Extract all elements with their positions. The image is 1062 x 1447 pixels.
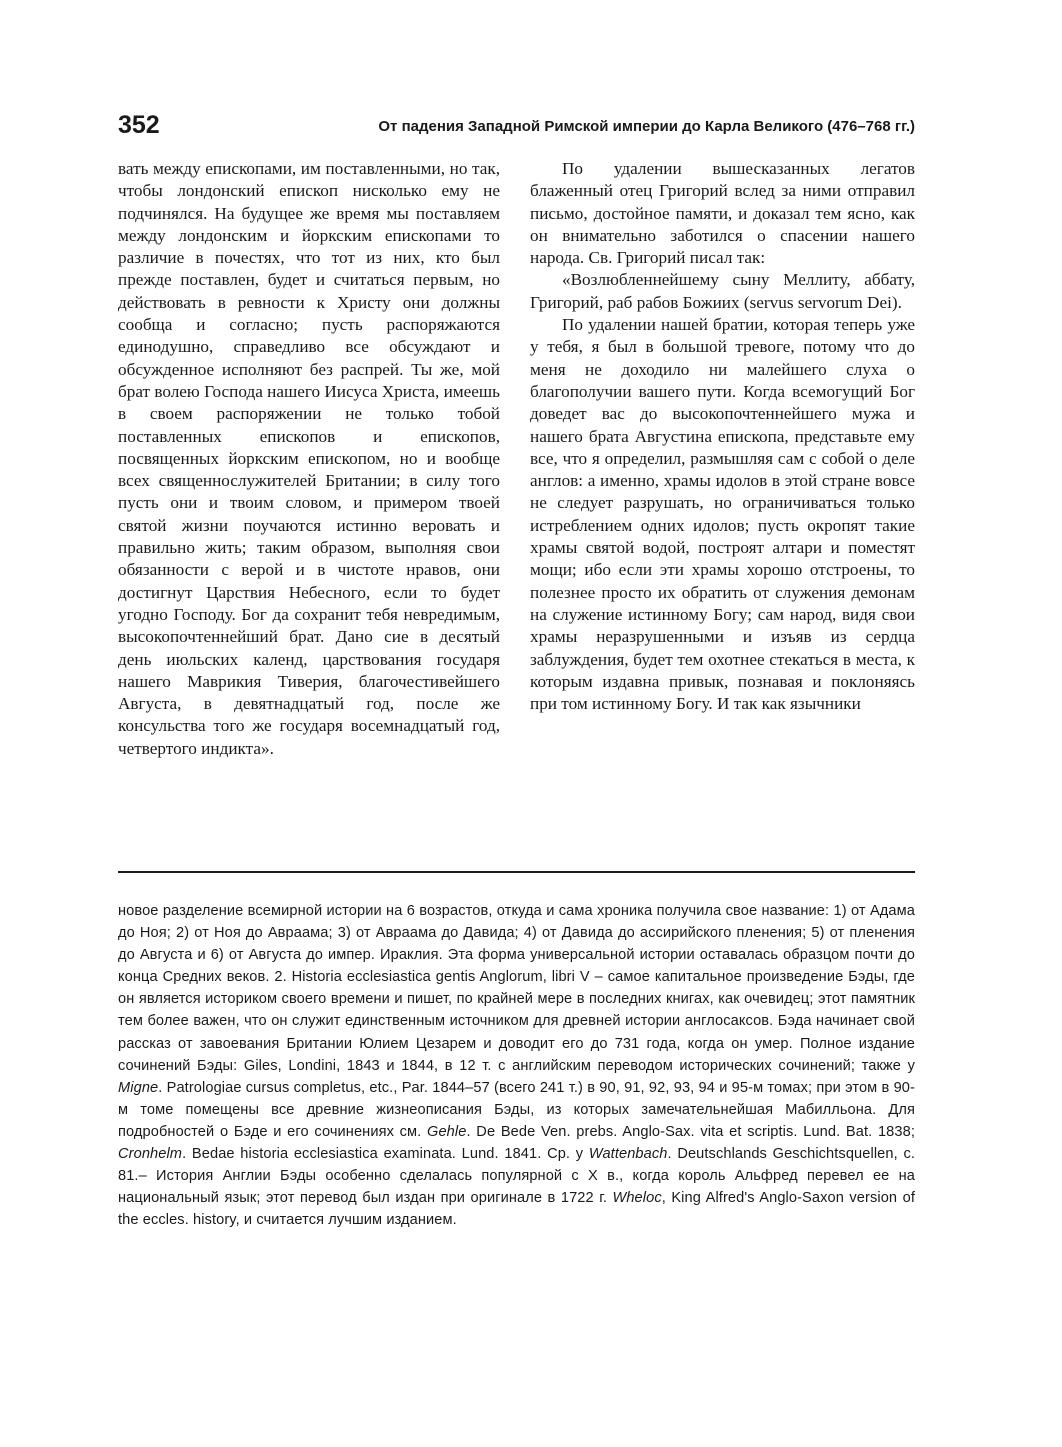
right-paragraph-2: «Возлюбленнейшему сыну Меллиту, аббату, Григорий, раб рабов Божиих (servus servorum Dei). [530,270,915,312]
footnote-author-gehle: Gehle [427,1123,467,1140]
right-paragraph-3: По удалении нашей братии, которая теперь уже у тебя, я был в большой тревоге, потому что до меня не доходило ни малейшего слуха о благополучии вашего пути. Когда всемогущий Бог доведет вас до высокопочтеннейшего мужа и нашего брата Августина епископа, представьте ему все, что я определил, размышляя сам с собой о деле англов: а именно, храмы идолов в этой стране вовсе не следует разрушать, но ограничиваться только истреблением одних идолов; пусть окропят такие храмы святой водой, построят алтари и поместят мощи; ибо если эти храмы хорошо отстроены, то полезнее просто их обратить от служения демонам на служение истинному Богу; сам народ, видя свои храмы неразрушенными и изъяв из сердца заблуждения, будет тем охотнее стекаться в места, к которым издавна привык, познавая и поклоняясь при том истинному Богу. И так как язычники [530,315,915,714]
footnote-author-cronhelm: Cronhelm [118,1146,183,1163]
footnote-segment: . De Bede Ven. prebs. Anglo-Sax. vita et scriptis. Lund. Bat. 1838; [466,1123,915,1140]
left-column [118,158,500,848]
page-header [118,108,915,148]
footnote-segment: новое разделение всемирной истории на 6 возрастов, откуда и сама хроника получила свое название: 1) от Адама до Ноя; 2) от Ноя до Авраама; 3) от Авраама до Давида; 4) от Давида до ассирийского пленения; 5) от пленения до Августа и 6) от Августа до импер. Ираклия. Эта форма универсальной истории оставалась образцом почти до конца Средних веков. 2. Historia ecclesiastica gentis Anglorum, libri V – самое капитальное произведение Бэды, где он является историком своего времени и пишет, по крайней мере в последних книгах, как очевидец; этот памятник тем более важен, что он служит единственным источником для древней истории англосаксов. Бэда начинает свой рассказ от завоевания Британии Юлием Цезарем и доводит его до 731 года, когда он умер. Полное издание сочинений Бэды: Giles, Londini, 1843 и 1844, в 12 т. с английским переводом исторических сочинений; также у [118,903,915,1074]
right-column [530,158,915,848]
footnote-segment: . Deutschlands Geschichtsquellen, с. 81.– История Англии Бэды особенно сделалась популярной с X в., когда король Альфред перевел ее на национальный язык; этот перевод был издан при оригинале в 1722 г. [118,1146,915,1207]
left-paragraph-1: вать между епископами, им поставленными, но так, чтобы лондонский епископ нисколько ему не подчинялся. На будущее же время мы поставляем между лондонским и йоркским епископами то различие в почестях, что тот из них, кто был прежде поставлен, будет и считаться первым, но действовать в ревности к Христу они должны сообща и согласно; пусть распоряжаются единодушно, справедливо все обсуждают и обсужденное исполняют без распрей. Ты же, мой брат волею Господа нашего Иисуса Христа, имеешь в своем распоряжении не только тобой поставленных епископов и епископов, посвященных йоркским епископом, но и вообще всех священнослужителей Британии; в силу того пусть они и твоим словом, и примером твоей святой жизни поучаются истинно веровать и правильно жить; таким образом, выполняя свои обязанности с верой и в чистоте нравов, они достигнут Царствия Небесного, если то будет угодно Господу. Бог да сохранит тебя невредимым, высокопочтеннейший брат. Дано сие в десятый день июльских календ, царствования государя нашего Маврикия Тиверия, благочестивейшего Августа, в девятнадцатый год, после же консульства того же государя восемнадцатый год, четвертого индикта». [118,159,500,758]
footnote-segment: . Bedae historia ecclesiastica examinata. Lund. 1841. Ср. у [182,1146,589,1163]
footnote [118,900,915,1330]
footnote-author-migne: Migne [118,1079,159,1096]
footnote-text [118,900,915,1231]
footnote-segment: . Patrologiae cursus completus, etc., Par. 1844–57 (всего 241 т.) в 90, 91, 92, 93, 94 и 95-м томах; при этом в 90-м томе помещены все древние жизнеописания Бэды, из которых замечательнейшая Мабилльона. Для подробностей о Бэде и его сочинениях см. [118,1079,915,1140]
footnote-author-wattenbach: Wattenbach [588,1146,668,1163]
right-paragraph-1: По удалении вышесказанных легатов блаженный отец Григорий вслед за ними отправил письмо, достойное памяти, и доказал тем ясно, как он внимательно заботился о спасении нашего народа. Св. Григорий писал так: [530,159,915,268]
running-head: От падения Западной Римской империи до Карла Великого (476–768 гг.) [378,118,915,135]
footnote-author-wheloc: Wheloc [612,1190,662,1207]
footnote-separator [118,871,915,873]
page-number: 352 [118,111,160,139]
footnote-segment: , King Alfred's Anglo-Saxon version of the eccles. history, и считается лучшим изданием. [118,1190,915,1229]
